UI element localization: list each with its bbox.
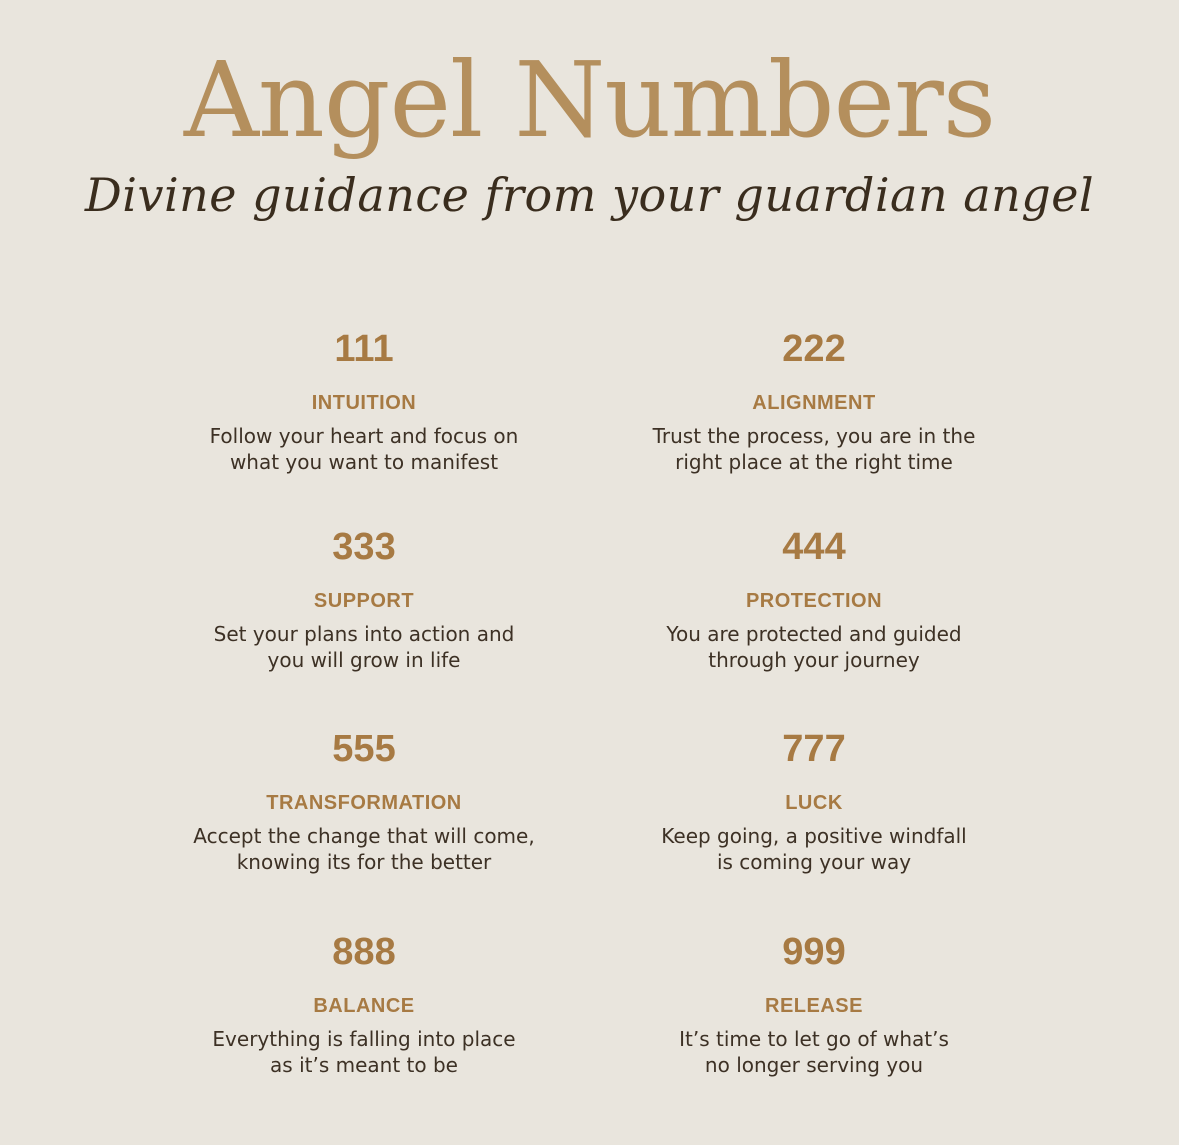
description-line-2: what you want to manifest (229, 450, 499, 474)
description-line-2: right place at the right time (675, 450, 953, 474)
description-line-1: Trust the process, you are in the (652, 424, 976, 448)
angel-number-item-222 (604, 329, 1024, 475)
description-line-2: knowing its for the better (236, 850, 492, 874)
angel-number-label: RELEASE (765, 995, 863, 1017)
angel-number-label: ALIGNMENT (752, 392, 876, 414)
angel-number: 999 (782, 931, 846, 973)
description-line-1: It’s time to let go of what’s (679, 1027, 949, 1051)
angel-number-description (154, 423, 574, 475)
angel-number-label: INTUITION (311, 392, 417, 414)
angel-number: 444 (782, 526, 846, 568)
angel-number: 888 (332, 931, 396, 973)
description-line-2: is coming your way (716, 850, 912, 874)
description-line-2: no longer serving you (704, 1053, 924, 1077)
description-line-1: Follow your heart and focus on (209, 424, 519, 448)
angel-number-item-333 (154, 527, 574, 673)
description-line-2: through your journey (708, 648, 920, 672)
angel-number-description (154, 621, 574, 673)
description-line-1: Keep going, a positive windfall (661, 824, 967, 848)
angel-number-label: BALANCE (313, 995, 415, 1017)
description-line-2: as it’s meant to be (270, 1053, 458, 1077)
angel-number-description (604, 823, 1024, 875)
angel-number: 555 (332, 728, 396, 770)
angel-number: 222 (782, 328, 846, 370)
angel-number: 777 (782, 728, 846, 770)
angel-number-description (604, 423, 1024, 475)
angel-number-description (154, 1026, 574, 1078)
angel-number-item-444 (604, 527, 1024, 673)
description-line-1: You are protected and guided (666, 622, 962, 646)
angel-number-description (154, 823, 574, 875)
page-subtitle: Divine guidance from your guardian angel (84, 168, 1095, 222)
angel-number-item-999 (604, 932, 1024, 1078)
angel-number-description (604, 621, 1024, 673)
angel-number-label: LUCK (785, 792, 843, 814)
description-line-1: Accept the change that will come, (193, 824, 535, 848)
angel-number-item-111 (154, 329, 574, 475)
description-line-1: Everything is falling into place (212, 1027, 516, 1051)
angel-number-label: PROTECTION (745, 590, 883, 612)
angel-number-label: SUPPORT (313, 590, 415, 612)
angel-number: 111 (334, 328, 394, 370)
page-title: Angel Numbers (183, 39, 996, 161)
angel-number: 333 (332, 526, 396, 568)
angel-number-item-555 (154, 729, 574, 875)
angel-number-item-888 (154, 932, 574, 1078)
description-line-2: you will grow in life (267, 648, 461, 672)
description-line-1: Set your plans into action and (213, 622, 515, 646)
angel-number-description (604, 1026, 1024, 1078)
angel-number-item-777 (604, 729, 1024, 875)
angel-number-label: TRANSFORMATION (266, 792, 462, 814)
